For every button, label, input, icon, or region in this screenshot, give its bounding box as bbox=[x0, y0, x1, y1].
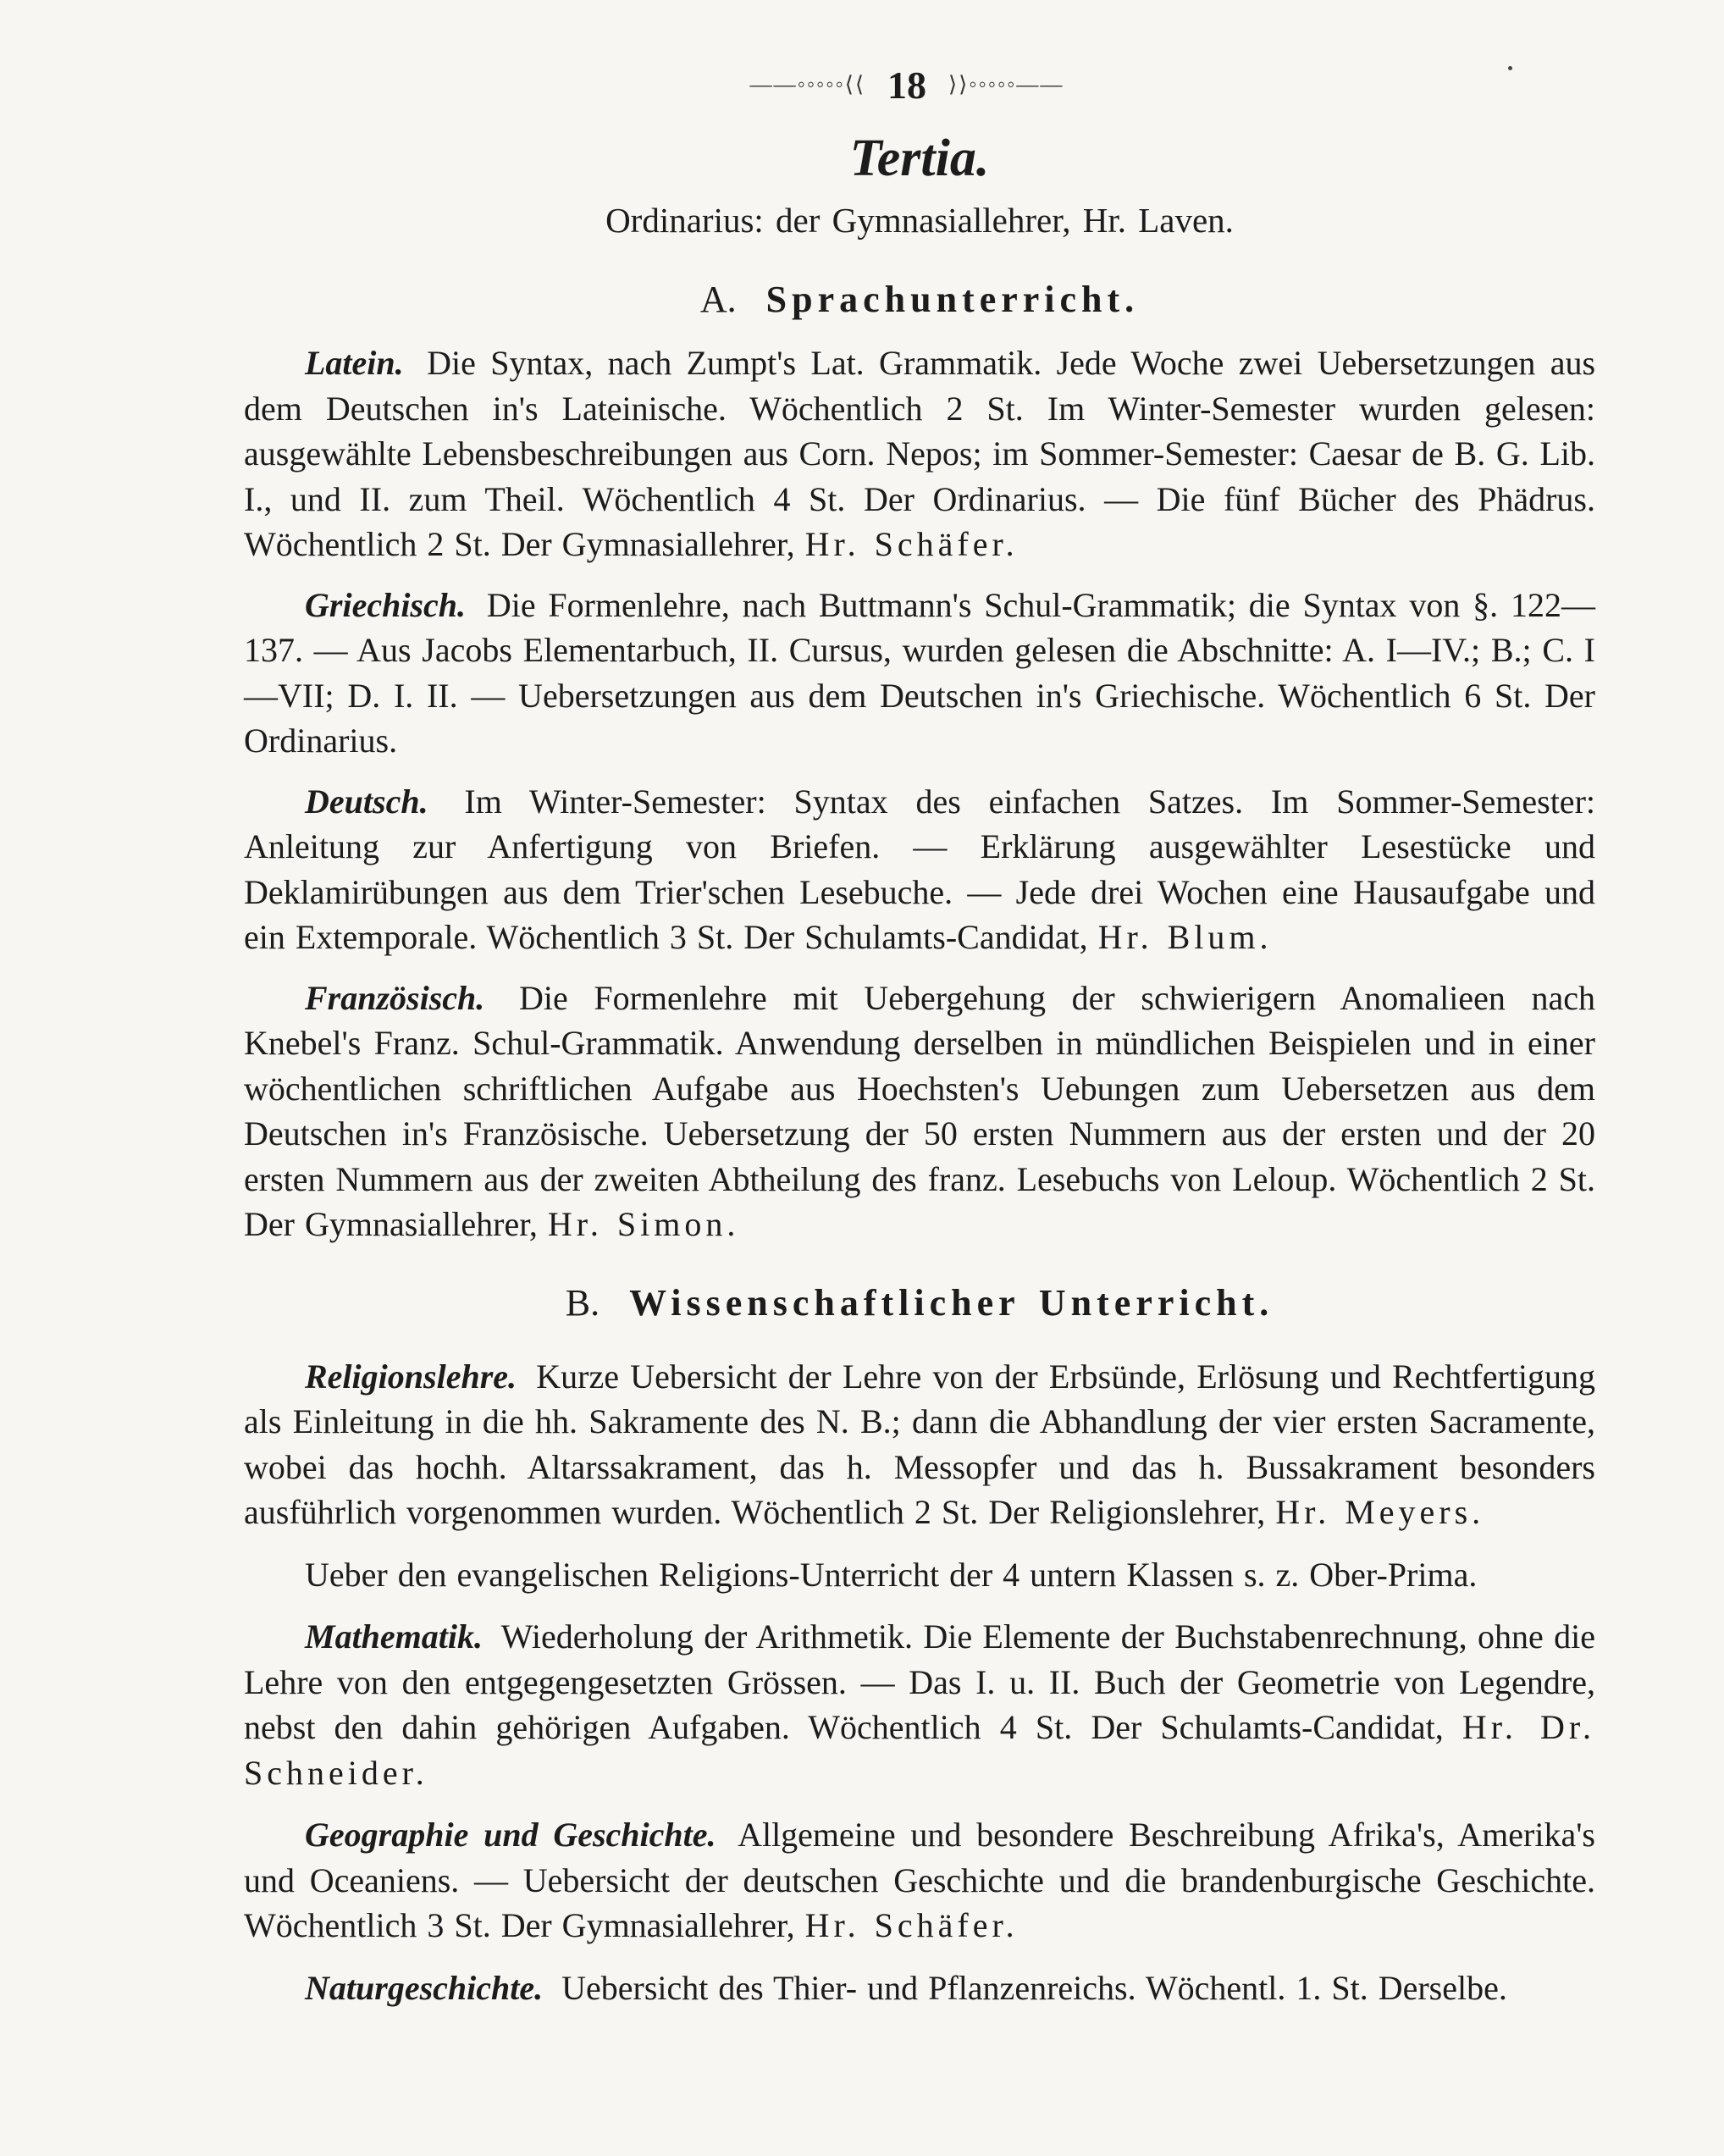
teacher-name: Hr. Meyers. bbox=[1275, 1493, 1485, 1531]
subject-label: Geographie und Geschichte. bbox=[305, 1816, 716, 1854]
paragraph-text: Kurze Uebersicht der Lehre von der Erbsünde, Erlösung und Rechtfertigung als Einleitung in die hh. Sakramente des N. B.; dann die Abhandlung der vier ersten Sacramente, wobei das hochh. Altarssakrament, das h. Messopfer und das h. Bussakrament besonders ausführlich vorgenommen wurden. Wöchentlich 2 St. Der Religionslehrer, bbox=[244, 1357, 1595, 1531]
section-b-heading bbox=[244, 1281, 1595, 1332]
paragraph-evangelisch bbox=[244, 1552, 1595, 1598]
ornament-right: ⟩⟩◦◦◦◦◦—— bbox=[948, 72, 1064, 97]
paragraph-mathematik bbox=[244, 1614, 1595, 1795]
section-a-title: Sprachunterricht. bbox=[765, 279, 1140, 320]
page-number: 18 bbox=[887, 63, 926, 107]
page-header bbox=[218, 59, 1595, 110]
section-a-body bbox=[244, 340, 1595, 1247]
paragraph-religionslehre bbox=[244, 1354, 1595, 1535]
paragraph-naturgeschichte bbox=[244, 1965, 1595, 2011]
paragraph-text: Ueber den evangelischen Religions-Unterricht der 4 untern Klassen s. z. Ober-Prima. bbox=[305, 1555, 1478, 1594]
section-b-title: Wissenschaftlicher Unterricht. bbox=[629, 1281, 1274, 1324]
paragraph-deutsch bbox=[244, 779, 1595, 960]
subject-label: Französisch. bbox=[305, 978, 485, 1017]
paragraph-franzoesisch bbox=[244, 976, 1595, 1247]
subject-label: Mathematik. bbox=[305, 1617, 483, 1656]
teacher-name: Hr. Schäfer. bbox=[804, 525, 1019, 563]
section-a-letter: A. bbox=[699, 279, 737, 320]
paragraph-text: Die Syntax, nach Zumpt's Lat. Grammatik. Jede Woche zwei Uebersetzungen aus dem Deutschen in's Lateinische. Wöchentlich 2 St. Im Winter-Semester wurden gelesen: ausgewählte Lebensbeschreibungen aus Corn. Nepos; im Sommer-Semester: Caesar de B. G. Lib. I., und II. zum Theil. Wöchentlich 4 St. Der Ordinarius. — Die fünf Bücher des Phädrus. Wöchentlich 2 St. Der Gymnasiallehrer, bbox=[244, 344, 1596, 563]
subject-label: Naturgeschichte. bbox=[305, 1968, 544, 2007]
subject-label: Griechisch. bbox=[305, 585, 466, 624]
teacher-name: Hr. Schäfer. bbox=[804, 1906, 1019, 1944]
paragraph-text: Im Winter-Semester: Syntax des einfachen Satzes. Im Sommer-Semester: Anleitung zur Anfertigung von Briefen. — Erklärung ausgewählter Lesestücke und Deklamirübungen aus dem Trier'schen Lesebuche. — Jede drei Wochen eine Hausaufgabe und ein Extemporale. Wöchentlich 3 St. Der Schulamts-Candidat, bbox=[244, 782, 1595, 956]
teacher-name: Hr. Blum. bbox=[1097, 918, 1273, 956]
teacher-name: Hr. Dr. Schneider. bbox=[244, 1708, 1596, 1792]
paragraph-geographie-geschichte bbox=[244, 1812, 1595, 1949]
section-b-body bbox=[244, 1354, 1595, 2011]
class-title: Tertia. bbox=[849, 130, 990, 187]
subject-label: Latein. bbox=[305, 344, 404, 382]
paragraph-text: Wiederholung der Arithmetik. Die Elemente der Buchstabenrechnung, ohne die Lehre von den entgegengesetzten Grössen. — Das I. u. II. Buch der Geometrie von Legendre, nebst den dahin gehörigen Aufgaben. Wöchentlich 4 St. Der Schulamts-Candidat, bbox=[244, 1617, 1595, 1746]
document-page bbox=[244, 59, 1595, 2010]
section-b-letter: B. bbox=[565, 1281, 600, 1324]
paragraph-text: Uebersicht des Thier- und Pflanzenreichs. Wöchentl. 1. St. Derselbe. bbox=[561, 1968, 1507, 2007]
paragraph-text: Die Formenlehre, nach Buttmann's Schul-Grammatik; die Syntax von §. 122—137. — Aus Jacobs Elementarbuch, II. Cursus, wurden gelesen die Abschnitte: A. I—IV.; B.; C. I—VII; D. I. II. — Uebersetzungen aus dem Deutschen in's Griechische. Wöchentlich 6 St. Der Ordinarius. bbox=[244, 585, 1595, 760]
subject-label: Deutsch. bbox=[305, 782, 428, 821]
paragraph-griechisch bbox=[244, 583, 1595, 764]
subject-label: Religionslehre. bbox=[305, 1357, 517, 1396]
paragraph-latein bbox=[244, 340, 1595, 567]
paragraph-text: Die Formenlehre mit Uebergehung der schwierigern Anomalieen nach Knebel's Franz. Schul-Grammatik. Anwendung derselben in mündlichen Beispielen und in einer wöchentlichen schriftlichen Aufgabe aus Hoechsten's Uebungen zum Uebersetzen aus dem Deutschen in's Französische. Uebersetzung der 50 ersten Nummern aus der ersten und der 20 ersten Nummern aus der zweiten Abtheilung des franz. Lesebuchs von Leloup. Wöchentlich 2 St. Der Gymnasiallehrer, bbox=[244, 978, 1596, 1243]
teacher-name: Hr. Simon. bbox=[547, 1205, 740, 1243]
section-a-heading bbox=[244, 278, 1595, 329]
ordinarius-line: Ordinarius: der Gymnasiallehrer, Hr. Laven. bbox=[605, 201, 1234, 240]
ornament-left: ——◦◦◦◦◦⟨⟨ bbox=[749, 72, 865, 97]
paragraph-text: Allgemeine und besondere Beschreibung Afrika's, Amerika's und Oceaniens. — Uebersicht der deutschen Geschichte und die brandenburgische Geschichte. Wöchentlich 3 St. Der Gymnasiallehrer, bbox=[244, 1816, 1595, 1944]
